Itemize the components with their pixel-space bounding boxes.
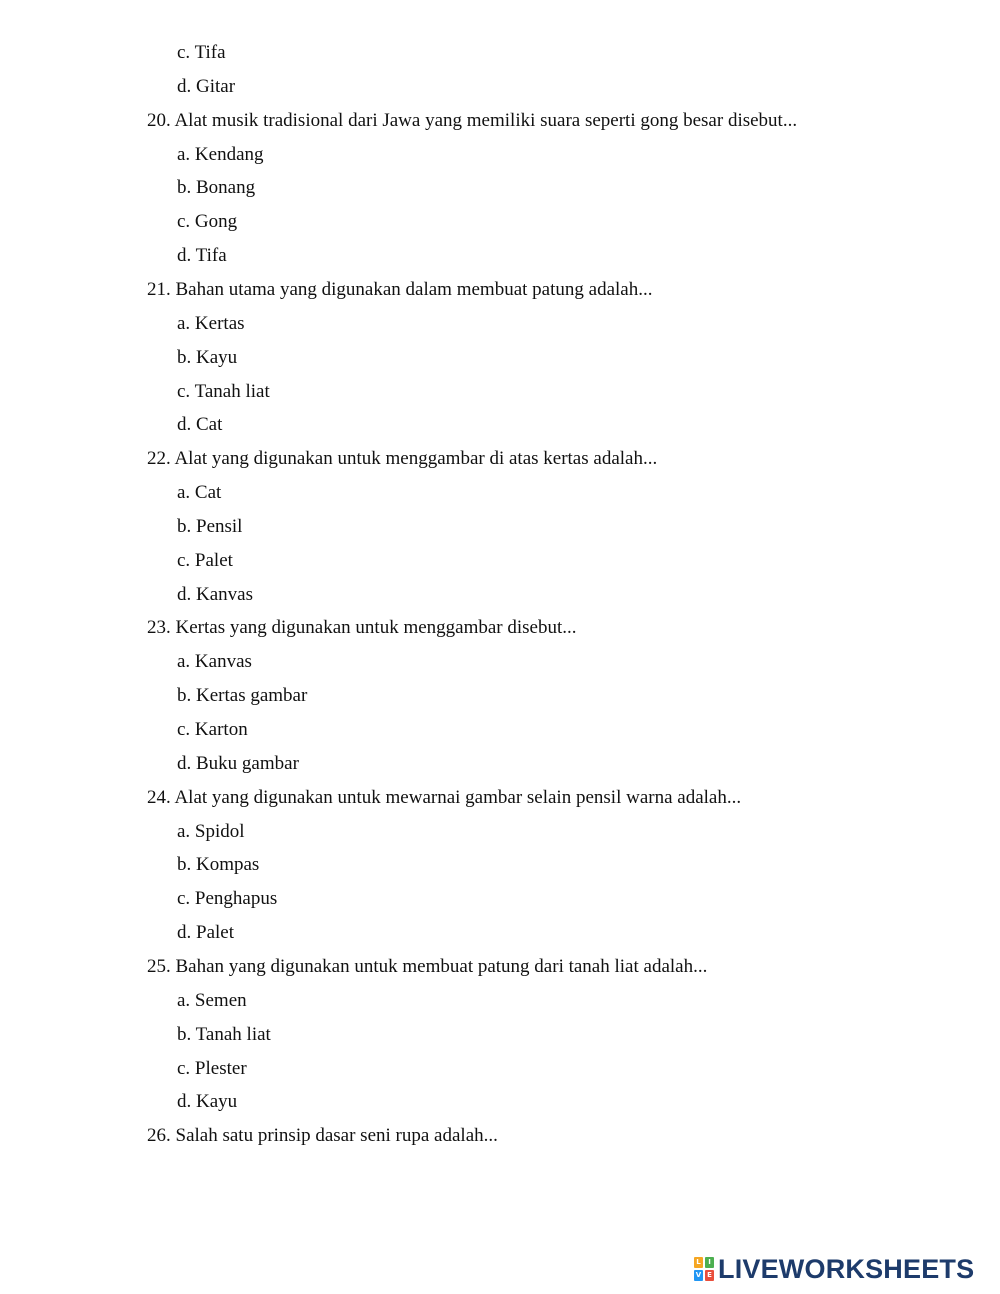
answer-option[interactable]: a. Kanvas	[177, 651, 252, 672]
answer-option[interactable]: b. Kompas	[177, 854, 260, 875]
answer-option[interactable]: c. Tanah liat	[177, 381, 270, 402]
logo-block-i: I	[705, 1257, 714, 1268]
answer-option[interactable]: b. Kayu	[177, 347, 238, 368]
answer-option[interactable]: a. Semen	[177, 990, 247, 1011]
question-text: 22. Alat yang digunakan untuk menggambar di atas kertas adalah...	[147, 448, 658, 469]
logo-block-v: V	[695, 1271, 702, 1279]
answer-option[interactable]: c. Penghapus	[177, 888, 278, 909]
answer-option[interactable]: b. Tanah liat	[177, 1024, 271, 1045]
logo-blocks-icon	[694, 1257, 714, 1281]
answer-option[interactable]: c. Gong	[177, 211, 238, 232]
answer-option[interactable]: b. Bonang	[177, 177, 256, 198]
logo-block-e: E	[705, 1270, 714, 1281]
question-text: 21. Bahan utama yang digunakan dalam membuat patung adalah...	[147, 279, 653, 300]
answer-option[interactable]: d. Kanvas	[177, 584, 253, 605]
answer-option[interactable]: a. Cat	[177, 482, 222, 503]
question-text: 20. Alat musik tradisional dari Jawa yang memiliki suara seperti gong besar disebut...	[147, 110, 798, 131]
answer-option[interactable]: d. Kayu	[177, 1091, 238, 1112]
answer-option[interactable]: b. Kertas gambar	[177, 685, 308, 706]
liveworksheets-logo	[694, 1256, 974, 1282]
answer-option[interactable]: d. Tifa	[177, 245, 227, 266]
answer-option[interactable]: c. Plester	[177, 1058, 247, 1079]
answer-option[interactable]: d. Buku gambar	[177, 753, 299, 774]
question-text: 23. Kertas yang digunakan untuk menggambar disebut...	[147, 617, 577, 638]
answer-option[interactable]: a. Kertas	[177, 313, 245, 334]
logo-block-l: L	[694, 1257, 703, 1268]
answer-option[interactable]: c. Palet	[177, 550, 233, 571]
answer-option[interactable]: a. Kendang	[177, 144, 264, 165]
answer-option[interactable]: d. Gitar	[177, 76, 236, 97]
answer-option[interactable]: b. Pensil	[177, 516, 243, 537]
answer-option[interactable]: c. Karton	[177, 719, 248, 740]
answer-option[interactable]: d. Palet	[177, 922, 234, 943]
logo-text: LIVEWORKSHEETS	[718, 1254, 975, 1284]
question-text: 26. Salah satu prinsip dasar seni rupa adalah...	[147, 1125, 498, 1146]
question-text: 25. Bahan yang digunakan untuk membuat patung dari tanah liat adalah...	[147, 956, 708, 977]
answer-option[interactable]: a. Spidol	[177, 821, 245, 842]
answer-option[interactable]: c. Tifa	[177, 42, 226, 63]
answer-option[interactable]: d. Cat	[177, 414, 223, 435]
question-text: 24. Alat yang digunakan untuk mewarnai gambar selain pensil warna adalah...	[147, 787, 742, 808]
